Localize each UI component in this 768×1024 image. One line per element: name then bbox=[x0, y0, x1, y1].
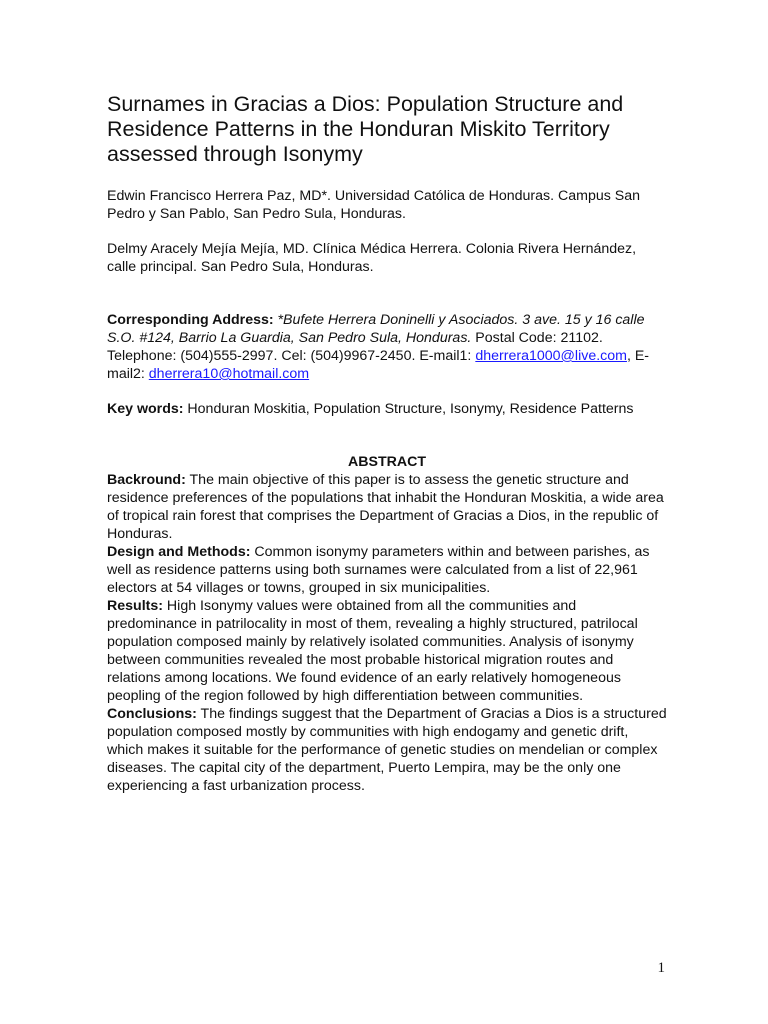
keywords-text: Honduran Moskitia, Population Structure, Isonymy, Residence Patterns bbox=[183, 401, 634, 417]
corresponding-address bbox=[107, 311, 667, 383]
paper-title: Surnames in Gracias a Dios: Population Structure and Residence Patterns in the Honduran Miskito Territory assessed through Isonymy bbox=[107, 92, 624, 166]
abstract-section-label: Conclusions: bbox=[107, 706, 197, 722]
abstract-design-methods bbox=[107, 543, 667, 597]
email-separator: , E-mail2: bbox=[107, 348, 650, 382]
abstract-heading: ABSTRACT bbox=[347, 454, 427, 470]
keywords bbox=[107, 400, 667, 418]
abstract-background bbox=[107, 471, 667, 543]
email1-link[interactable]: dherrera1000@live.com bbox=[475, 348, 627, 364]
abstract-section-text: The main objective of this paper is to assess the genetic structure and residence preferences of the populations that inhabit the Honduran Moskitia, a wide area of tropical rain forest that comprises the Department of Gracias a Dios, in the republic of Honduras. bbox=[107, 472, 664, 542]
abstract-section-text: The findings suggest that the Department of Gracias a Dios is a structured population composed mostly by communities with high endogamy and genetic drift, which makes it suitable for the performance of genetic studies on mendelian or complex diseases. The capital city of the department, Puerto Lempira, may be the only one experiencing a fast urbanization process. bbox=[107, 706, 667, 794]
corresponding-address-italic: *Bufete Herrera Doninelli y Asociados. 3 ave. 15 y 16 calle S.O. #124, Barrio La Guardia, San Pedro Sula, Honduras. bbox=[107, 312, 645, 346]
abstract-section-label: Results: bbox=[107, 598, 163, 614]
author-1: Edwin Francisco Herrera Paz, MD*. Universidad Católica de Honduras. Campus San Pedro y San Pablo, San Pedro Sula, Honduras. bbox=[107, 188, 641, 222]
email2-link[interactable]: dherrera10@hotmail.com bbox=[148, 366, 310, 382]
author-2: Delmy Aracely Mejía Mejía, MD. Clínica Médica Herrera. Colonia Rivera Hernández, calle principal. San Pedro Sula, Honduras. bbox=[107, 241, 637, 275]
abstract-section-text: Common isonymy parameters within and between parishes, as well as residence patterns using both surnames were calculated from a list of 22,961 electors at 54 villages or towns, grouped in six municipalities. bbox=[107, 544, 650, 596]
abstract-conclusions bbox=[107, 705, 667, 795]
abstract-section-label: Backround: bbox=[107, 472, 186, 488]
abstract-section-label: Design and Methods: bbox=[107, 544, 251, 560]
abstract-results bbox=[107, 597, 667, 705]
abstract-section-text: High Isonymy values were obtained from all the communities and predominance in patrilocality in most of them, revealing a highly structured, patrilocal population composed mainly by relatively isolated communities. Analysis of isonymy between communities revealed the most probable historical migration routes and relations among locations. We found evidence of an early relatively homogeneous peopling of the region followed by high differentiation between communities. bbox=[107, 598, 638, 704]
page-number: 1 bbox=[657, 960, 665, 976]
corresponding-contact: Postal Code: 21102. Telephone: (504)555-2997. Cel: (504)9967-2450. E-mail1: bbox=[107, 330, 603, 364]
paper-page bbox=[107, 92, 667, 795]
corresponding-label: Corresponding Address: bbox=[107, 312, 274, 328]
keywords-label: Key words: bbox=[107, 401, 184, 417]
